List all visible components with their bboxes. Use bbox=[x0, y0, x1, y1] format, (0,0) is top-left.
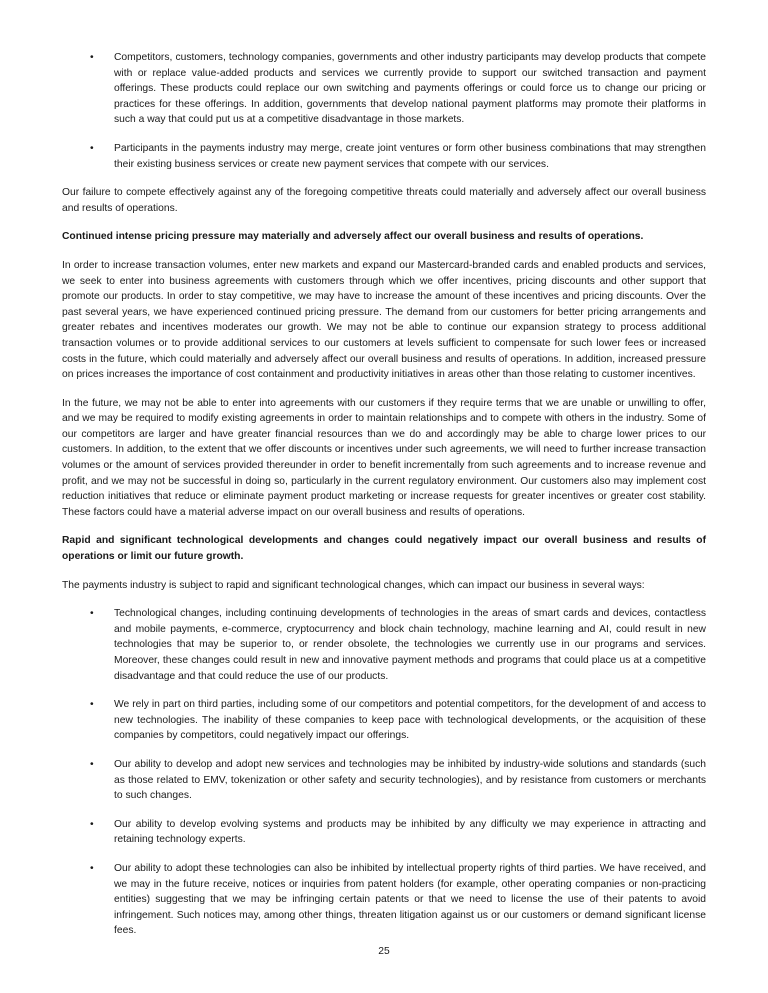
paragraph: The payments industry is subject to rapid and significant technological changes, which can impact our business in several ways: bbox=[62, 579, 645, 591]
bullet-text: Competitors, customers, technology companies, governments and other industry participants may develop products that compete with or replace value-added products and services we currently provide to support our switched transaction and payment offerings. These products could replace our own switching and payments offerings or could force us to change our pricing or practices for these offerings. In addition, governments that develop national payment platforms may promote their platforms in such a way that could put us at a competitive disadvantage in those markets. bbox=[114, 52, 706, 126]
bullet-icon: • bbox=[90, 699, 94, 711]
bullet-icon: • bbox=[90, 758, 94, 770]
bullet-item bbox=[62, 757, 706, 804]
bullet-item bbox=[62, 141, 706, 172]
bullet-icon: • bbox=[90, 142, 94, 154]
bullet-item bbox=[62, 817, 706, 848]
section-heading: Continued intense pricing pressure may materially and adversely affect our overall business and results of operations. bbox=[62, 231, 644, 243]
bullet-item bbox=[62, 50, 706, 128]
bullet-text: We rely in part on third parties, including some of our competitors and potential competitors, for the development of and access to new technologies. The inability of these companies to keep pace with technological developments, or the acquisition of these companies by competitors, could negatively impact our offerings. bbox=[114, 699, 706, 742]
bullet-icon: • bbox=[90, 862, 94, 874]
bullet-text: Our ability to develop evolving systems and products may be inhibited by any difficulty we may experience in attracting and retaining technology experts. bbox=[114, 818, 706, 846]
bullet-icon: • bbox=[90, 52, 94, 63]
bullet-text: Technological changes, including continuing developments of technologies in the areas of smart cards and devices, contactless and mobile payments, e-commerce, cryptocurrency and block chain technology, machine learning and AI, could result in new technologies that may be superior to, or render obsolete, the technologies we currently use in our programs and services. Moreover, these changes could result in new and innovative payment methods and programs that could place us at a competitive disadvantage and that could reduce the use of our products. bbox=[114, 608, 706, 682]
paragraph: Our failure to compete effectively against any of the foregoing competitive threats could materially and adversely affect our overall business and results of operations. bbox=[62, 187, 706, 214]
bullet-text: Our ability to develop and adopt new services and technologies may be inhibited by industry-wide solutions and standards (such as those related to EMV, tokenization or other safety and security technologies), and by resistance from customers or merchants to such changes. bbox=[114, 758, 706, 802]
section-heading: Rapid and significant technological developments and changes could negatively impact our overall business and results of operations or limit our future growth. bbox=[62, 535, 706, 563]
bullet-icon: • bbox=[90, 608, 94, 620]
bullet-text: Our ability to adopt these technologies can also be inhibited by intellectual property rights of third parties. We have received, and we may in the future receive, notices or inquiries from patent holders (for example, other operating companies or non-practicing entities) suggesting that we may be infringing certain patents or that we need to license the use of their patents to avoid infringement. Such notices may, among other things, threaten litigation against us or our customers or demand significant license fees. bbox=[114, 862, 706, 937]
paragraph: In order to increase transaction volumes, enter new markets and expand our Mastercard-branded cards and enabled products and services, we seek to enter into business agreements with customers through which we offer incentives, pricing discounts and other support that promote our products. In order to stay competitive, we may have to increase the amount of these incentives and pricing discounts. Over the past several years, we have experienced continued pricing pressure. The demand from our customers for better pricing arrangements and greater rebates and incentives moderates our growth. We may not be able to continue our expansion strategy to process additional transaction volumes or to provide additional services to our customers at levels sufficient to compensate for such lower fees or increased costs in the future, which could materially and adversely affect our overall business and results of operations. In addition, increased pressure on prices increases the importance of cost containment and productivity initiatives in areas other than those relating to customer incentives. bbox=[62, 259, 706, 381]
bullet-item bbox=[62, 606, 706, 684]
page-number: 25 bbox=[378, 946, 390, 957]
bullet-item bbox=[62, 697, 706, 744]
bullet-icon: • bbox=[90, 818, 94, 830]
bullet-text: Participants in the payments industry may merge, create joint ventures or form other business combinations that may strengthen their existing business services or create new payment services that compete with our services. bbox=[114, 142, 706, 170]
paragraph: In the future, we may not be able to enter into agreements with our customers if they require terms that we are unable or unwilling to offer, and we may be required to modify existing agreements in order to maintain relationships and to compete with others in the industry. Some of our competitors are larger and have greater financial resources than we do and accordingly may be able to charge lower prices to our customers. In addition, to the extent that we offer discounts or incentives under such agreements, we will need to further increase transaction volumes or the amount of services provided thereunder in order to benefit incrementally from such agreements and to increase revenue and profit, and we may not be successful in doing so, particularly in the current regulatory environment. Our customers also may implement cost reduction initiatives that reduce or eliminate payment product marketing or increase requests for greater incentives or greater cost stability. These factors could have a material adverse impact on our overall business and results of operations. bbox=[62, 397, 706, 518]
bullet-item bbox=[62, 861, 706, 939]
document-page bbox=[62, 50, 706, 952]
